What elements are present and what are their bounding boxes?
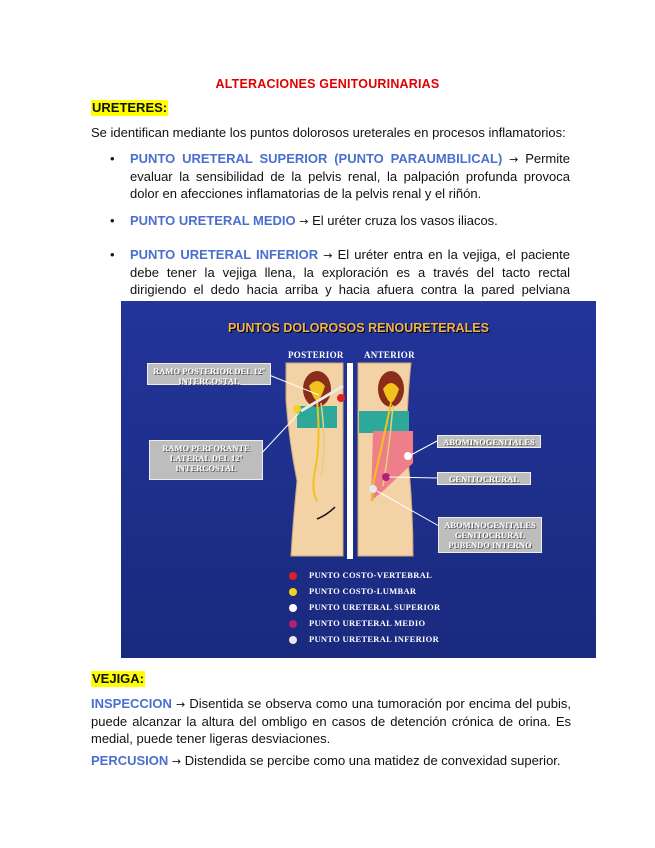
circle-icon: [289, 604, 297, 612]
arrow-right-icon: →: [509, 153, 519, 166]
callout-ramo-posterior: RAMO POSTERIOR DEL 12º INTERCOSTAL: [147, 363, 271, 385]
circle-icon: [289, 572, 297, 580]
inspeccion-text: Disentida se observa como una tumoración por encima del pubis, puede alcanzar la altura del ombligo en casos de detención crónica de orina. Es medial, puede tener ligeras desviaciones.: [91, 696, 571, 746]
arrow-right-icon: →: [323, 249, 333, 262]
costolumbar-point: [293, 405, 301, 413]
legend-label: PUNTO URETERAL INFERIOR: [309, 634, 440, 644]
legend-label: PUNTO URETERAL SUPERIOR: [309, 602, 441, 612]
ureteral-inferior-point: [369, 485, 377, 493]
costovertebral-point: [337, 394, 345, 402]
heading-vejiga: VEJIGA:: [92, 671, 145, 686]
arrow-right-icon: →: [171, 755, 182, 768]
callout-genitocrural: GENITOCRURAL: [437, 472, 531, 485]
ureteral-medio-point: [382, 473, 390, 481]
callout-abdominogenitales: ABOMINOGENITALES: [437, 435, 541, 448]
ureteres-intro: Se identifican mediante los puntos dolorosos ureterales en procesos inflamatorios:: [91, 125, 566, 140]
circle-icon: [289, 620, 297, 628]
item-text: El uréter cruza los vasos iliacos.: [308, 213, 498, 228]
callout-ramo-perforante: RAMO PERFORANTE LATERAL DEL 12º INTERCOSTAL: [149, 440, 263, 480]
percusion-text: Distendida se percibe como una matidez de convexidad superior.: [181, 753, 561, 768]
ureteral-superior-point: [404, 452, 412, 460]
document-title: ALTERACIONES GENITOURINARIAS: [215, 77, 440, 91]
legend-item: [289, 586, 489, 600]
item-term: PUNTO URETERAL SUPERIOR (PUNTO PARAUMBILICAL): [130, 151, 503, 166]
renoureteral-figure: [121, 301, 596, 658]
arrow-right-icon: →: [176, 698, 186, 711]
circle-icon: [289, 588, 297, 596]
inspeccion-term: INSPECCION: [91, 696, 172, 711]
figure-title: PUNTOS DOLOROSOS RENOURETERALES: [228, 321, 489, 335]
item-text: El uréter entra en la vejiga, el paciente debe tener la vejiga llena, la exploración es a través del tacto rectal dirigiendo el dedo hacia arriba y hacia afuera contra la pared pelviana: [130, 247, 570, 297]
arrow-right-icon: →: [299, 215, 309, 228]
legend-label: PUNTO COSTO-VERTEBRAL: [309, 570, 433, 580]
item-term: PUNTO URETERAL MEDIO: [130, 213, 296, 228]
circle-icon: [289, 636, 297, 644]
callout-abdomino-bottom: ABOMINOGENITALES GENITOCRURAL PUBENDO INTERNO: [438, 517, 542, 553]
bullet-icon: •: [110, 247, 115, 262]
percusion-term: PERCUSION: [91, 753, 169, 768]
legend-item: [289, 634, 489, 648]
legend-label: PUNTO COSTO-LUMBAR: [309, 586, 417, 596]
percusion-paragraph: [91, 752, 571, 770]
bullet-icon: •: [110, 213, 115, 228]
legend-item: [289, 602, 489, 616]
legend-item: [289, 570, 489, 584]
bullet-icon: •: [110, 151, 115, 166]
item-term: PUNTO URETERAL INFERIOR: [130, 247, 319, 262]
label-posterior: POSTERIOR: [288, 350, 344, 360]
item-text: Permite evaluar la sensibilidad de la pelvis renal, la palpación profunda provoca dolor en afecciones inflamatorias de la pelvis renal y el riñón.: [130, 151, 570, 201]
label-anterior: ANTERIOR: [364, 350, 415, 360]
heading-ureteres: URETERES:: [92, 100, 168, 115]
legend-item: [289, 618, 489, 632]
inspeccion-paragraph: [91, 695, 571, 747]
legend-label: PUNTO URETERAL MEDIO: [309, 618, 426, 628]
